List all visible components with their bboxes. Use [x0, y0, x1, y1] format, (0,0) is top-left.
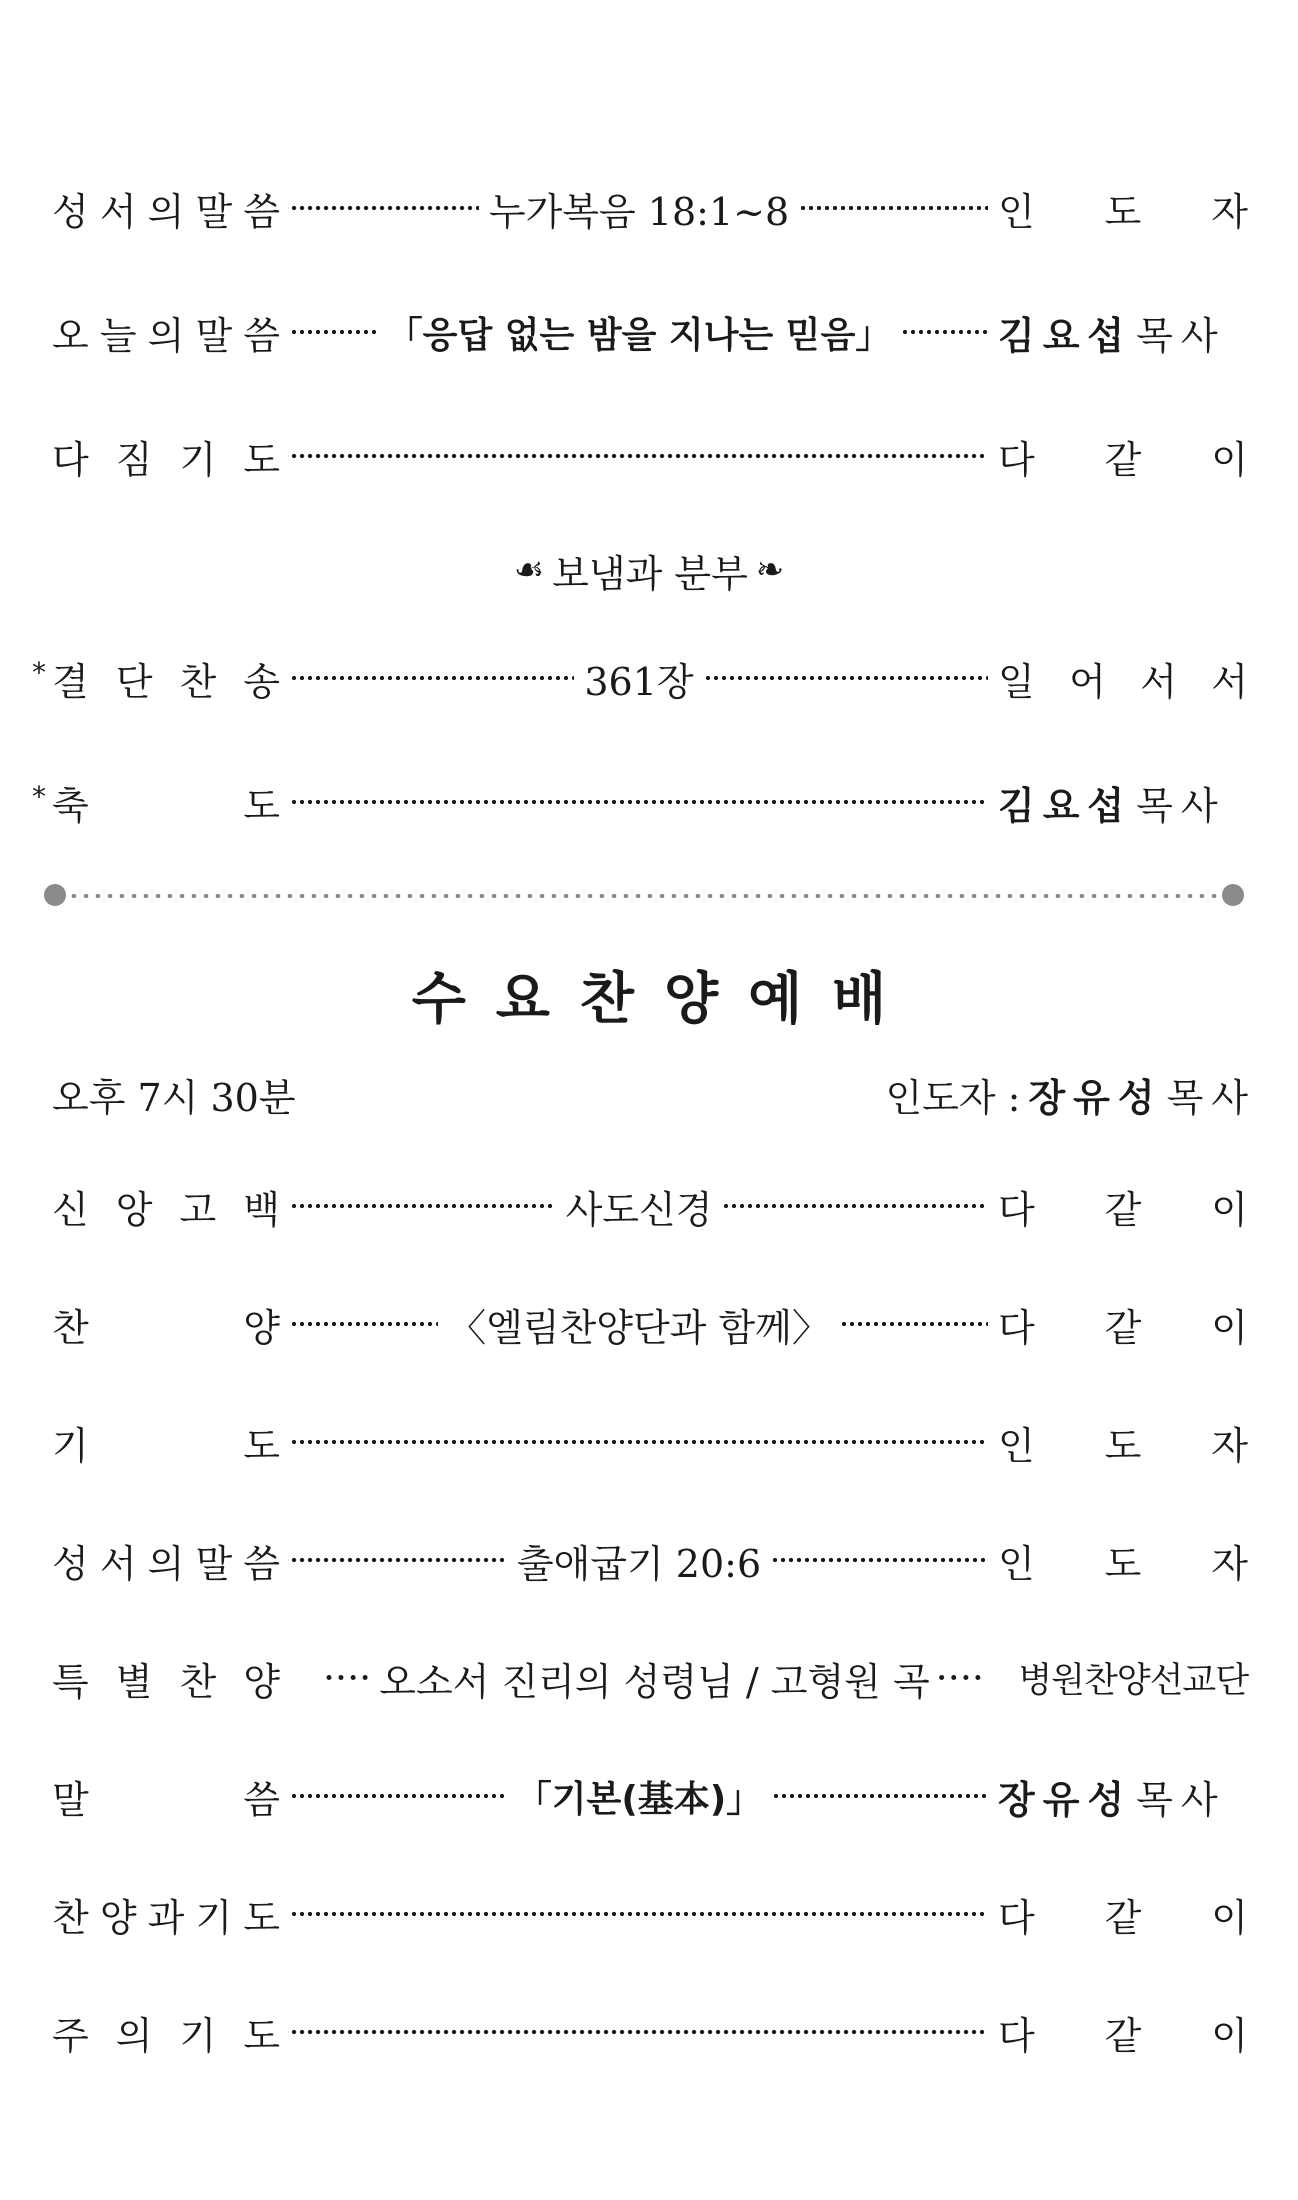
leader-dots: ····	[322, 1656, 372, 1700]
program-item-leader	[998, 1769, 1248, 1824]
program-row	[52, 1766, 1248, 1826]
program-row	[52, 2002, 1248, 2062]
leader-label: 인도자 :	[885, 1075, 1021, 1120]
program-item-label: 찬 양 과 기 도	[52, 1895, 280, 1940]
program-item-label: 찬 양	[52, 1305, 280, 1350]
program-item-label: 오 늘 의 말 씀	[52, 313, 280, 358]
leader-dots	[901, 325, 988, 339]
leader-title: 목사	[1136, 783, 1226, 828]
leader-dots	[290, 2025, 988, 2039]
leader-name: 김요섭	[998, 313, 1133, 358]
program-row	[52, 1884, 1248, 1944]
program-item-label: 신 앙 고 백	[52, 1187, 280, 1232]
program-item-leader: 다 같 이	[998, 437, 1248, 482]
program-item-content: 오소서 진리의 성령님 / 고형원 곡	[379, 1659, 930, 1704]
leader-dots	[290, 201, 479, 215]
service-leader	[885, 1067, 1256, 1122]
leader-dots	[290, 795, 988, 809]
program-item-leader: 인 도 자	[998, 1541, 1248, 1586]
divider-line	[56, 894, 1232, 898]
right-ornament-icon: ❧	[755, 550, 785, 590]
service-time: 오후 7시 30분	[52, 1075, 296, 1120]
program-row	[52, 302, 1248, 362]
leader-dots	[290, 1907, 988, 1921]
program-item-content: 사도신경	[565, 1187, 713, 1232]
service-info	[52, 1064, 1256, 1124]
leader-title: 목사	[1166, 1075, 1256, 1120]
program-item-content: 「기본(基本)」	[515, 1778, 763, 1820]
program-item-leader	[998, 775, 1248, 830]
leader-dots	[771, 1553, 988, 1567]
left-ornament-icon: ☙	[513, 550, 545, 590]
program-item-leader: 다 같 이	[998, 1305, 1248, 1350]
leader-dots	[840, 1317, 988, 1331]
program-row	[52, 1530, 1248, 1590]
leader-title: 목사	[1136, 1777, 1226, 1822]
leader-dots	[290, 1789, 506, 1803]
program-row	[52, 1648, 1248, 1708]
leader-dots	[290, 449, 988, 463]
program-item-label: 결 단 찬 송	[52, 659, 280, 704]
program-item-content: 361장	[584, 659, 694, 704]
program-row	[52, 1412, 1248, 1472]
program-item-leader: 다 같 이	[998, 1895, 1248, 1940]
section-divider	[44, 884, 1244, 908]
program-item-leader: 다 같 이	[998, 2013, 1248, 2058]
leader-dots	[290, 325, 377, 339]
program-item-leader: 인 도 자	[998, 1423, 1248, 1468]
standing-mark: *	[32, 780, 46, 813]
leader-dots: ····	[935, 1656, 984, 1700]
program-item-label: 말 씀	[52, 1777, 280, 1822]
leader-name: 장유성	[1028, 1075, 1163, 1120]
leader-dots	[799, 201, 988, 215]
leader-dots	[704, 671, 988, 685]
program-row	[32, 648, 1248, 708]
section-heading	[0, 540, 1298, 600]
program-item-content: 〈엘림찬양단과 함께〉	[448, 1305, 830, 1350]
divider-dot-left	[44, 884, 66, 906]
program-item-label: 기 도	[52, 1423, 280, 1468]
leader-dots	[290, 1199, 556, 1213]
program-row	[52, 1176, 1248, 1236]
program-row	[52, 178, 1248, 238]
leader-dots	[290, 671, 574, 685]
divider-dot-right	[1222, 884, 1244, 906]
leader-title: 목사	[1136, 313, 1226, 358]
leader-name: 김요섭	[998, 783, 1133, 828]
program-item-label: 다 짐 기 도	[52, 437, 280, 482]
program-item-label: 성 서 의 말 씀	[52, 189, 280, 234]
program-item-content: 누가복음 18:1~8	[488, 189, 790, 234]
program-row	[52, 426, 1248, 486]
leader-dots	[772, 1789, 988, 1803]
program-item-label: 축 도	[52, 783, 280, 828]
leader-name: 장유성	[998, 1777, 1133, 1822]
program-item-label: 성 서 의 말 씀	[52, 1541, 280, 1586]
program-item-leader: 인 도 자	[998, 189, 1249, 234]
program-item-leader: 일 어 서 서	[998, 659, 1248, 704]
section-heading-text: 보냄과 분부	[552, 551, 748, 596]
program-item-leader	[998, 305, 1248, 360]
program-item-leader: 병원찬양선교단	[1018, 1661, 1248, 1701]
program-item-label: 주 의 기 도	[52, 2013, 280, 2058]
program-item-label: 특 별 찬 양	[52, 1659, 280, 1704]
program-item-content: 「응답 없는 밤을 지나는 믿음」	[386, 314, 892, 356]
leader-dots	[290, 1553, 507, 1567]
leader-dots	[290, 1435, 988, 1449]
standing-mark: *	[32, 656, 46, 689]
program-item-leader: 다 같 이	[998, 1187, 1248, 1232]
program-item-content: 출애굽기 20:6	[516, 1541, 762, 1586]
leader-dots	[722, 1199, 988, 1213]
program-row	[32, 772, 1248, 832]
program-row	[52, 1294, 1248, 1354]
service-title: 수요찬양예배	[411, 967, 917, 1032]
leader-dots	[290, 1317, 438, 1331]
